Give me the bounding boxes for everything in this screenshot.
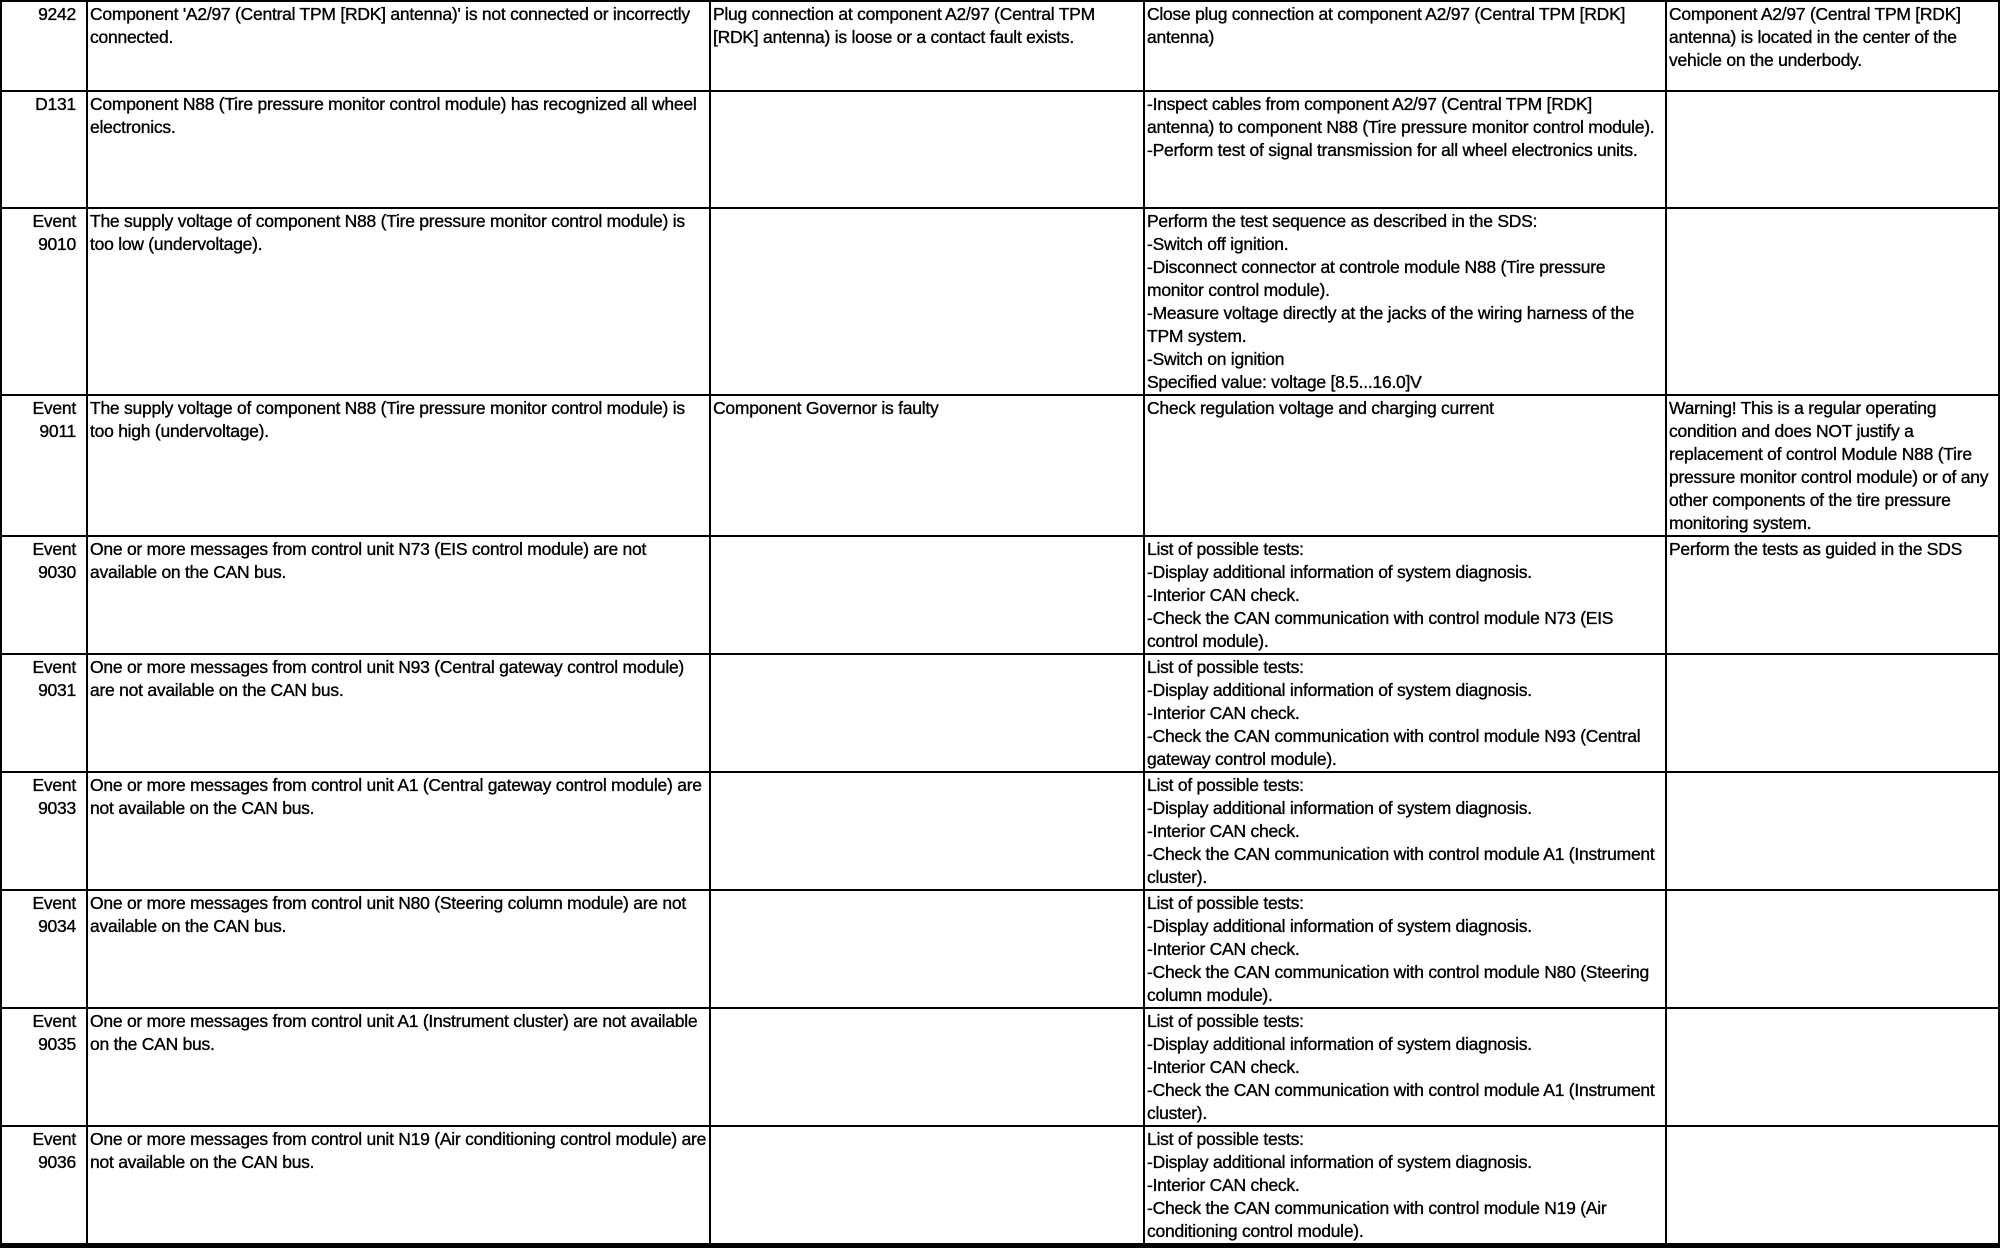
fault-code-cell: Event 9031 xyxy=(1,654,87,772)
table-row xyxy=(1,91,1999,208)
remedy-cell: Perform the test sequence as described in the SDS: -Switch off ignition. -Disconnect connector at controle module N88 (Tire pressure monitor control module). -Measure voltage directly at the jacks of the wiring harness of the TPM system. -Switch on ignition Specified value: voltage [8.5...16.0]V xyxy=(1144,208,1666,395)
cause-cell xyxy=(710,208,1144,395)
description-cell: One or more messages from control unit N93 (Central gateway control module) are not available on the CAN bus. xyxy=(87,654,710,772)
cause-cell xyxy=(710,890,1144,1008)
remedy-cell: Close plug connection at component A2/97 (Central TPM [RDK] antenna) xyxy=(1144,1,1666,91)
description-cell: Component 'A2/97 (Central TPM [RDK] antenna)' is not connected or incorrectly connected. xyxy=(87,1,710,91)
remedy-cell: List of possible tests: -Display additional information of system diagnosis. -Interior CAN check. -Check the CAN communication with control module N93 (Central gateway control module). xyxy=(1144,654,1666,772)
table-row xyxy=(1,1008,1999,1126)
fault-code-cell: Event 9033 xyxy=(1,772,87,890)
table-row xyxy=(1,1,1999,91)
remedy-cell: List of possible tests: -Display additional information of system diagnosis. -Interior CAN check. -Check the CAN communication with control module N73 (EIS control module). xyxy=(1144,536,1666,654)
table-row xyxy=(1,208,1999,395)
note-cell xyxy=(1666,772,1999,890)
remedy-cell: List of possible tests: -Display additional information of system diagnosis. -Interior CAN check. -Check the CAN communication with control module A1 (Instrument cluster). xyxy=(1144,772,1666,890)
cause-cell xyxy=(710,772,1144,890)
fault-code-cell: Event 9036 xyxy=(1,1126,87,1246)
description-cell: One or more messages from control unit A1 (Instrument cluster) are not available on the CAN bus. xyxy=(87,1008,710,1126)
cause-cell xyxy=(710,654,1144,772)
fault-code-cell: Event 9034 xyxy=(1,890,87,1008)
description-cell: The supply voltage of component N88 (Tire pressure monitor control module) is too low (undervoltage). xyxy=(87,208,710,395)
note-cell xyxy=(1666,1008,1999,1126)
description-cell: One or more messages from control unit N80 (Steering column module) are not available on the CAN bus. xyxy=(87,890,710,1008)
fault-code-cell: Event 9035 xyxy=(1,1008,87,1126)
note-cell: Perform the tests as guided in the SDS xyxy=(1666,536,1999,654)
remedy-cell: List of possible tests: -Display additional information of system diagnosis. -Interior CAN check. -Check the CAN communication with control module N19 (Air conditioning control module). xyxy=(1144,1126,1666,1246)
remedy-cell: List of possible tests: -Display additional information of system diagnosis. -Interior CAN check. -Check the CAN communication with control module N80 (Steering column module). xyxy=(1144,890,1666,1008)
note-cell xyxy=(1666,208,1999,395)
description-cell: The supply voltage of component N88 (Tire pressure monitor control module) is too high (undervoltage). xyxy=(87,395,710,536)
description-cell: One or more messages from control unit N73 (EIS control module) are not available on the CAN bus. xyxy=(87,536,710,654)
description-cell: One or more messages from control unit A1 (Central gateway control module) are not available on the CAN bus. xyxy=(87,772,710,890)
note-cell xyxy=(1666,91,1999,208)
table-row xyxy=(1,1126,1999,1246)
table-row xyxy=(1,772,1999,890)
note-cell xyxy=(1666,1126,1999,1246)
cause-cell: Plug connection at component A2/97 (Central TPM [RDK] antenna) is loose or a contact fault exists. xyxy=(710,1,1144,91)
remedy-cell: Check regulation voltage and charging current xyxy=(1144,395,1666,536)
fault-code-cell: Event 9010 xyxy=(1,208,87,395)
cause-cell xyxy=(710,1008,1144,1126)
remedy-cell: List of possible tests: -Display additional information of system diagnosis. -Interior CAN check. -Check the CAN communication with control module A1 (Instrument cluster). xyxy=(1144,1008,1666,1126)
cause-cell xyxy=(710,536,1144,654)
table-row xyxy=(1,654,1999,772)
fault-code-cell: 9242 xyxy=(1,1,87,91)
fault-code-cell: Event 9011 xyxy=(1,395,87,536)
note-cell xyxy=(1666,890,1999,1008)
fault-code-cell: Event 9030 xyxy=(1,536,87,654)
cause-cell: Component Governor is faulty xyxy=(710,395,1144,536)
note-cell: Component A2/97 (Central TPM [RDK] antenna) is located in the center of the vehicle on the underbody. xyxy=(1666,1,1999,91)
table-row xyxy=(1,890,1999,1008)
description-cell: One or more messages from control unit N19 (Air conditioning control module) are not available on the CAN bus. xyxy=(87,1126,710,1246)
table-row xyxy=(1,536,1999,654)
remedy-cell: -Inspect cables from component A2/97 (Central TPM [RDK] antenna) to component N88 (Tire pressure monitor control module). -Perform test of signal transmission for all wheel electronics units. xyxy=(1144,91,1666,208)
note-cell: Warning! This is a regular operating condition and does NOT justify a replacement of control Module N88 (Tire pressure monitor control module) or of any other components of the tire pressure monitoring system. xyxy=(1666,395,1999,536)
cause-cell xyxy=(710,91,1144,208)
table-row xyxy=(1,395,1999,536)
note-cell xyxy=(1666,654,1999,772)
description-cell: Component N88 (Tire pressure monitor control module) has recognized all wheel electronics. xyxy=(87,91,710,208)
fault-code-cell: D131 xyxy=(1,91,87,208)
cause-cell xyxy=(710,1126,1144,1246)
